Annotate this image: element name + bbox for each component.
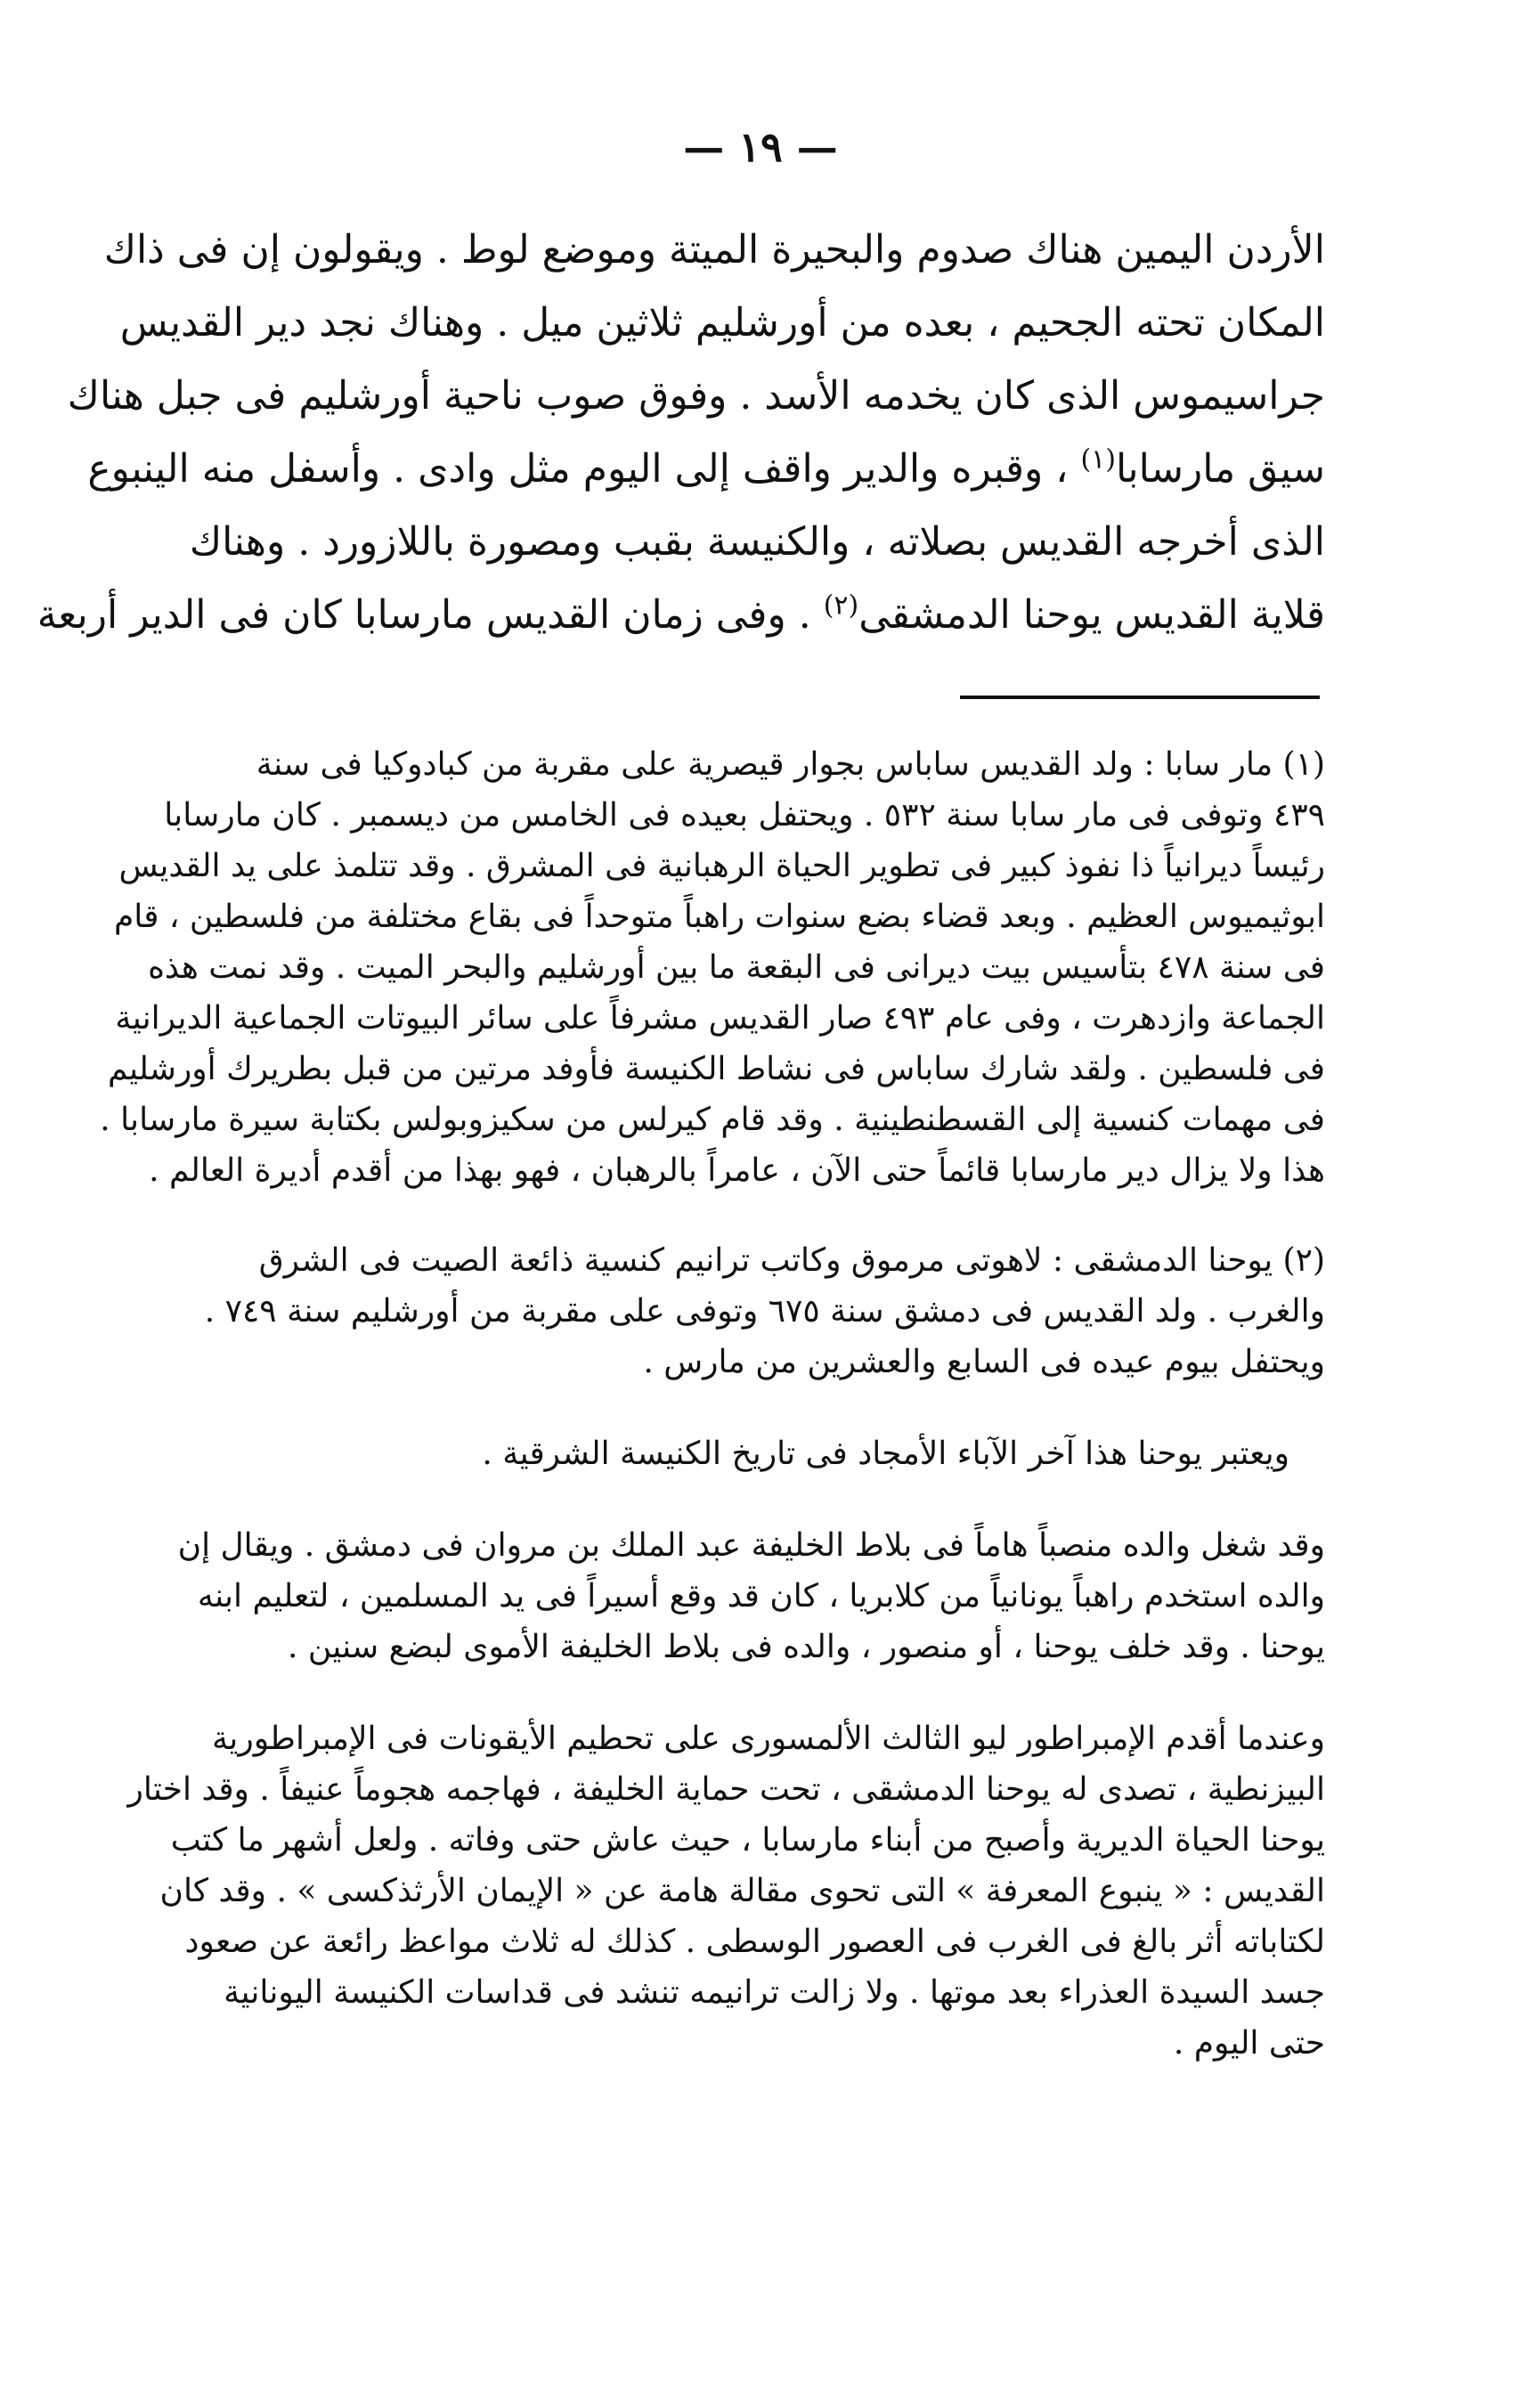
footnote-line: ويعتبر يوحنا هذا آخر الآباء الأمجاد فى تاريخ الكنيسة الشرقية . bbox=[482, 1436, 1289, 1472]
footnote-line: جسد السيدة العذراء بعد موتها . ولا زالت ترانيمه تنشد فى قداسات الكنيسة اليونانية bbox=[224, 1974, 1325, 2011]
footnote-paragraph bbox=[127, 1713, 1325, 2069]
main-text-line bbox=[87, 433, 1325, 506]
footnote-line: والغرب . ولد القديس فى دمشق سنة ٦٧٥ وتوفى على مقربة من أورشليم سنة ٧٤٩ . bbox=[204, 1293, 1325, 1330]
main-text-fragment: . وفى زمان القديس مارسابا كان فى الدير أربعة bbox=[37, 592, 824, 638]
footnote-line: ٤٣٩ وتوفى فى مار سابا سنة ٥٣٢ . ويحتفل بعيده فى الخامس من ديسمبر . كان مارسابا bbox=[164, 797, 1325, 834]
footnote-line: يوحنا . وقد خلف يوحنا ، أو منصور ، والده فى بلاط الخليفة الأموى لبضع سنين . bbox=[287, 1629, 1325, 1665]
main-text-line: جراسيموس الذى كان يخدمه الأسد . وفوق صوب ناحية أورشليم فى جبل هناك bbox=[67, 373, 1325, 419]
footnote-paragraph bbox=[221, 1428, 1325, 1479]
footnote-line: فى سنة ٤٧٨ بتأسيس بيت ديرانى فى البقعة ما بين أورشليم والبحر الميت . وقد نمت هذه bbox=[148, 949, 1325, 986]
footnote-reference-1: (١) bbox=[1080, 443, 1117, 476]
footnote-line: فى مهمات كنسية إلى القسطنطينية . وقد قام كيرلس من سكيزوبولس بكتابة سيرة مارسابا . bbox=[100, 1102, 1325, 1138]
footnote-line: يوحنا الحياة الديرية وأصبح من أبناء مارسابا ، حيث عاش حتى وفاته . ولعل أشهر ما كتب bbox=[170, 1822, 1325, 1859]
footnote-line: (٢) يوحنا الدمشقى : لاهوتى مرموق وكاتب ترانيم كنسية ذائعة الصيت فى الشرق bbox=[258, 1242, 1325, 1279]
main-text-line: المكان تحته الجحيم ، بعده من أورشليم ثلاثين ميل . وهناك نجد دير القديس bbox=[119, 300, 1325, 346]
footnote-2 bbox=[204, 1235, 1325, 1387]
footnote-1 bbox=[100, 739, 1325, 1196]
footnote-line: لكتاباته أثر بالغ فى الغرب فى العصور الوسطى . كذلك له ثلاث مواعظ رائعة عن صعود bbox=[184, 1924, 1325, 1960]
main-text-line: الذى أخرجه القديس بصلاته ، والكنيسة بقبب ومصورة باللازورد . وهناك bbox=[189, 519, 1325, 565]
footnote-line: هذا ولا يزال دير مارسابا قائماً حتى الآن ، عامراً بالرهبان ، فهو بهذا من أقدم أديرة العالم . bbox=[149, 1152, 1325, 1189]
footnote-line: وقد شغل والده منصباً هاماً فى بلاط الخليفة عبد الملك بن مروان فى دمشق . ويقال إن bbox=[177, 1527, 1325, 1564]
main-text-fragment: سيق مارسابا bbox=[1116, 446, 1325, 492]
footnote-line: ابوثيميوس العظيم . وبعد قضاء بضع سنوات راهباً متوحداً فى بقاع مختلفة من فلسطين ، قام bbox=[113, 899, 1325, 935]
footnote-line: القديس : « ينبوع المعرفة » التى تحوى مقالة هامة عن « الإيمان الأرثذكسى » . وقد كان bbox=[159, 1873, 1325, 1909]
footnote-line: الجماعة وازدهرت ، وفى عام ٤٩٣ صار القديس مشرفاً على سائر البيوتات الجماعية الديرانية bbox=[115, 1000, 1325, 1037]
footnote-line: حتى اليوم . bbox=[1173, 2025, 1325, 2062]
main-text bbox=[37, 214, 1325, 652]
main-text-fragment: ، وقبره والدير واقف إلى اليوم مثل وادى . وأسفل منه الينبوع bbox=[87, 446, 1081, 492]
footnote-reference-2: (٢) bbox=[823, 590, 859, 622]
footnote-line: (١) مار سابا : ولد القديس ساباس بجوار قيصرية على مقربة من كبادوكيا فى سنة bbox=[256, 746, 1325, 783]
footnote-line: رئيساً ديرانياً ذا نفوذ كبير فى تطوير الحياة الرهبانية فى المشرق . وقد تتلمذ على يد القديس bbox=[118, 848, 1325, 884]
footnote-line: البيزنطية ، تصدى له يوحنا الدمشقى ، تحت حماية الخليفة ، فهاجمه هجوماً عنيفاً . وقد اختار bbox=[127, 1771, 1325, 1808]
footnote-line: والده استخدم راهباً يونانياً من كلابريا ، كان قد وقع أسيراً فى يد المسلمين ، لتعليم ابنه bbox=[197, 1578, 1325, 1615]
page-number: — ١٩ — bbox=[683, 123, 838, 171]
main-text-line bbox=[37, 579, 1325, 652]
main-text-fragment: قلاية القديس يوحنا الدمشقى bbox=[858, 592, 1325, 638]
footnote-line: ويحتفل بيوم عيده فى السابع والعشرين من مارس . bbox=[643, 1344, 1325, 1380]
footnote-divider bbox=[960, 696, 1320, 699]
footnote-paragraph bbox=[177, 1520, 1325, 1672]
main-text-line: الأردن اليمين هناك صدوم والبحيرة الميتة وموضع لوط . ويقولون إن فى ذاك bbox=[103, 227, 1325, 273]
footnote-line: وعندما أقدم الإمبراطور ليو الثالث الألمسورى على تحطيم الأيقونات فى الإمبراطورية bbox=[212, 1721, 1325, 1757]
footnotes-section bbox=[100, 739, 1325, 2069]
footnote-line: فى فلسطين . ولقد شارك ساباس فى نشاط الكنيسة فأوفد مرتين من قبل بطريرك أورشليم bbox=[108, 1051, 1325, 1087]
